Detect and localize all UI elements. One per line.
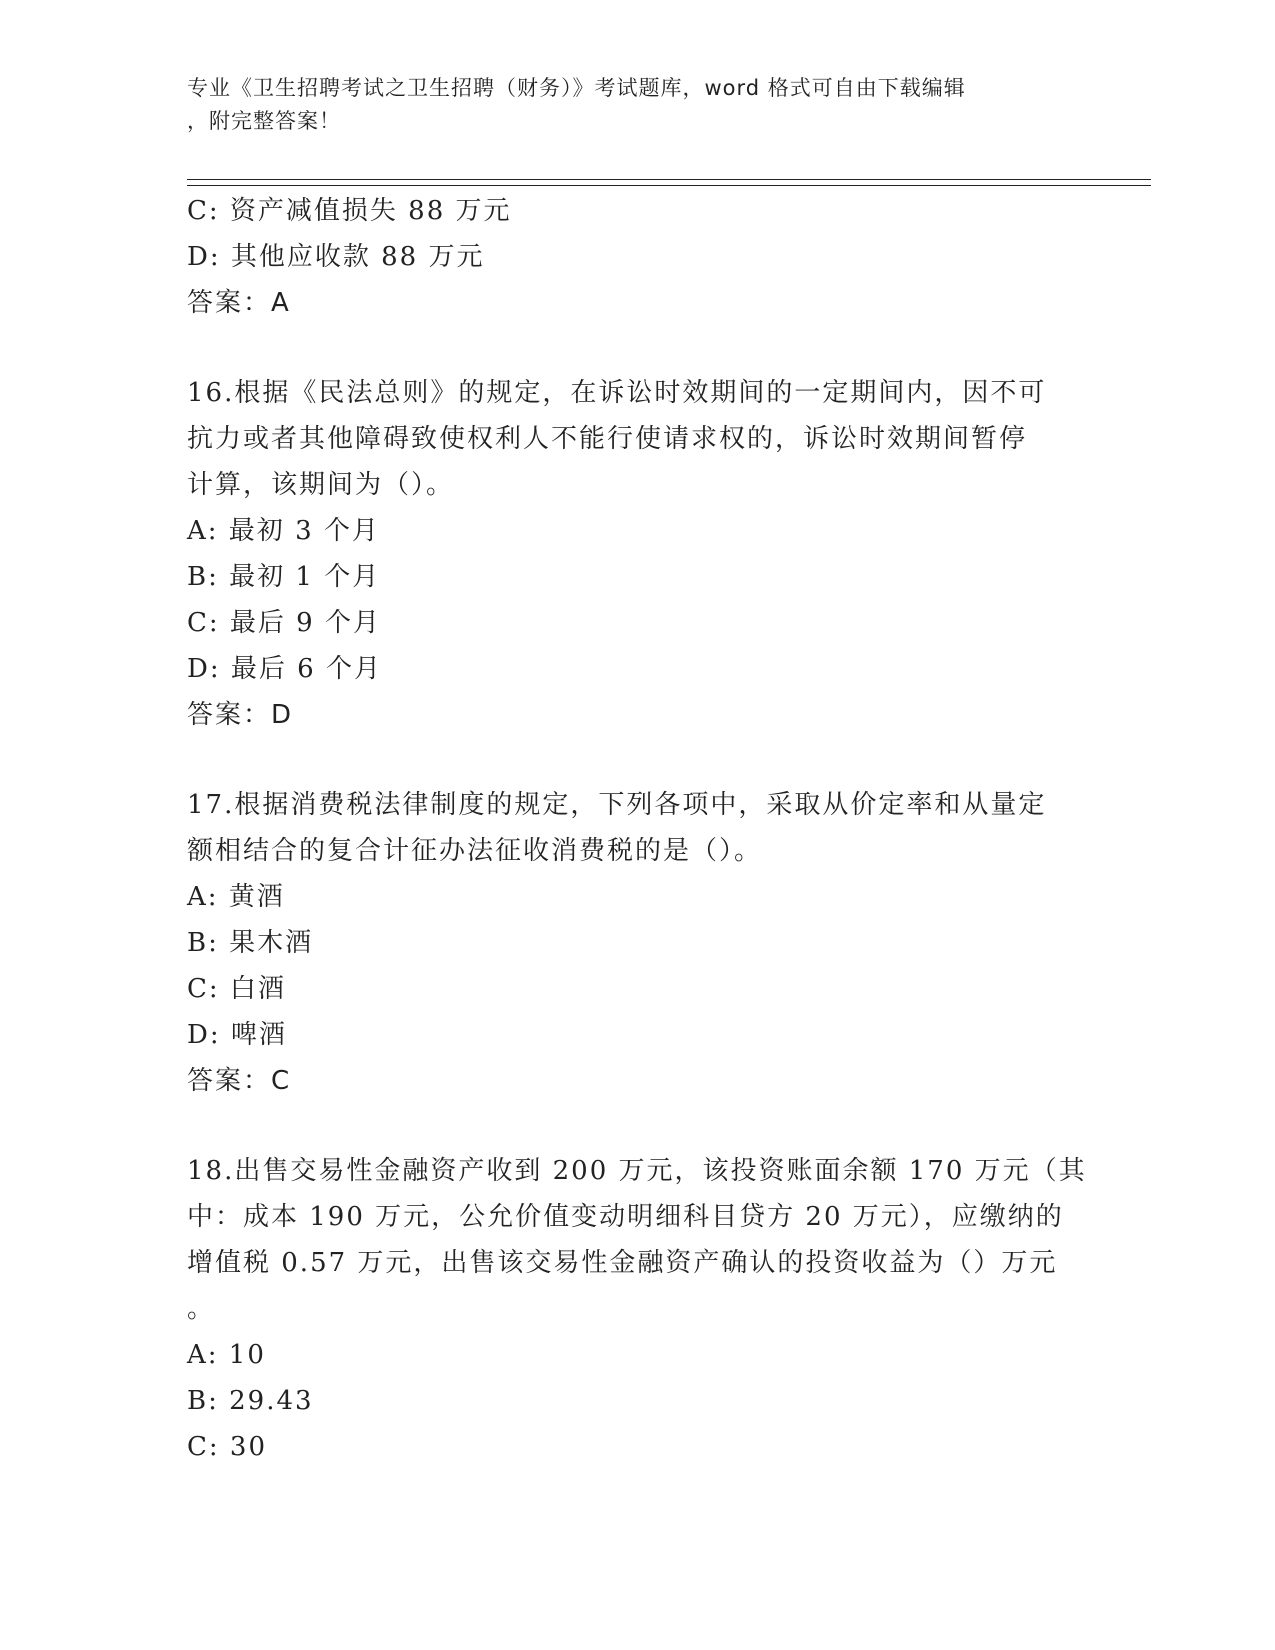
question-stem-line: 。 [187, 1294, 216, 1324]
option-a: A: 最初 3 个月 [187, 516, 380, 546]
question-stem-line: 计算，该期间为（）。 [187, 470, 455, 500]
question-18 [187, 1148, 1087, 1470]
answer-line: 答案：A [187, 288, 291, 318]
option-c: C: 30 [187, 1432, 268, 1462]
option-c: C: 最后 9 个月 [187, 608, 381, 638]
question-stem-line: 16.根据《民法总则》的规定，在诉讼时效期间的一定期间内，因不可 [187, 378, 1047, 408]
answer-line: 答案：C [187, 1066, 292, 1096]
question-content [187, 188, 1087, 1470]
question-stem-line: 抗力或者其他障碍致使权利人不能行使请求权的，诉讼时效期间暂停 [187, 424, 1028, 454]
option-b: B: 29.43 [187, 1386, 314, 1416]
document-header [187, 72, 1077, 138]
option-d: D: 其他应收款 88 万元 [187, 242, 485, 272]
question-15-tail [187, 188, 1087, 326]
question-17 [187, 782, 1087, 1104]
option-b: B: 果木酒 [187, 928, 314, 958]
option-d: D: 啤酒 [187, 1020, 287, 1050]
option-c: C: 白酒 [187, 974, 286, 1004]
question-16 [187, 370, 1087, 738]
option-d: D: 最后 6 个月 [187, 654, 382, 684]
question-stem-line: 中：成本 190 万元，公允价值变动明细科目贷方 20 万元），应缴纳的 [187, 1202, 1064, 1232]
option-b: B: 最初 1 个月 [187, 562, 381, 592]
header-title-line-2: ，附完整答案！ [187, 109, 341, 133]
option-a: A: 10 [187, 1340, 266, 1370]
spacer [187, 326, 1087, 370]
option-c: C: 资产减值损失 88 万元 [187, 196, 512, 226]
option-a: A: 黄酒 [187, 882, 285, 912]
spacer [187, 738, 1087, 782]
header-title-line-1: 专业《卫生招聘考试之卫生招聘（财务）》考试题库，word 格式可自由下载编辑 [187, 76, 966, 100]
header-divider [187, 179, 1151, 186]
question-stem-line: 增值税 0.57 万元，出售该交易性金融资产确认的投资收益为（）万元 [187, 1248, 1058, 1278]
question-stem-line: 17.根据消费税法律制度的规定，下列各项中，采取从价定率和从量定 [187, 790, 1047, 820]
answer-line: 答案：D [187, 700, 294, 730]
question-stem-line: 18.出售交易性金融资产收到 200 万元，该投资账面余额 170 万元（其 [187, 1156, 1087, 1186]
question-stem-line: 额相结合的复合计征办法征收消费税的是（）。 [187, 836, 763, 866]
spacer [187, 1104, 1087, 1148]
